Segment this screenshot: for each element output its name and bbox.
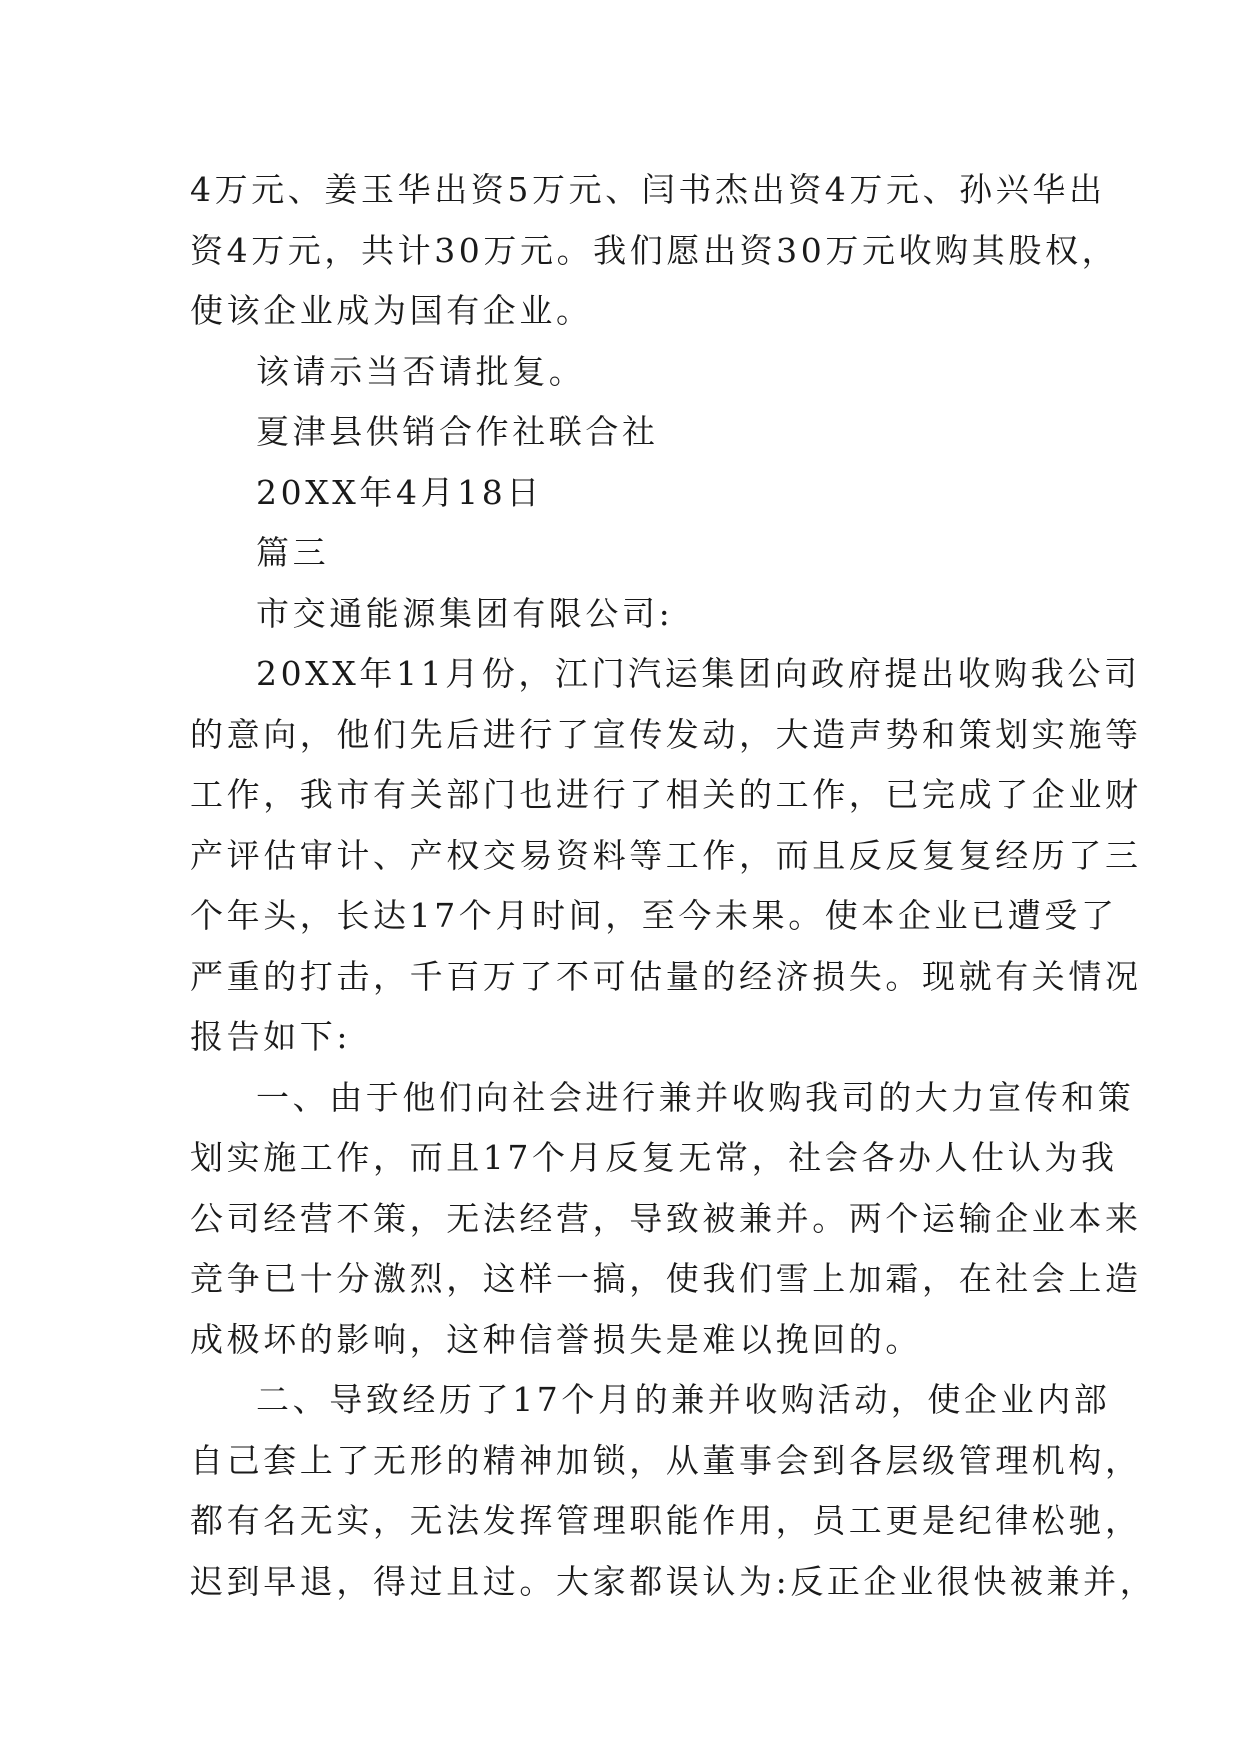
text-line: 一、由于他们向社会进行兼并收购我司的大力宣传和策 xyxy=(256,1077,1135,1117)
text-line: 产评估审计、产权交易资料等工作，而且反反复复经历了三 xyxy=(190,835,1142,875)
text-line: 的意向，他们先后进行了宣传发动，大造声势和策划实施等 xyxy=(190,714,1142,754)
text-line: 二、导致经历了17个月的兼并收购活动，使企业内部 xyxy=(256,1380,1111,1419)
text-line: 工作，我市有关部门也进行了相关的工作，已完成了企业财 xyxy=(190,775,1142,814)
text-line: 20XX年11月份，江门汽运集团向政府提出收购我公司 xyxy=(256,654,1141,693)
text-line: 迟到早退，得过且过。大家都误认为:反正企业很快被兼并， xyxy=(190,1561,1157,1601)
text-line: 资4万元，共计30万元。我们愿出资30万元收购其股权， xyxy=(190,230,1119,270)
text-line: 使该企业成为国有企业。 xyxy=(190,291,593,330)
text-line: 严重的打击，千百万了不可估量的经济损失。现就有关情况 xyxy=(190,956,1142,996)
text-line: 划实施工作，而且17个月反复无常，社会各办人仕认为我 xyxy=(190,1138,1118,1177)
text-line: 4万元、姜玉华出资5万元、闫书杰出资4万元、孙兴华出 xyxy=(190,170,1106,209)
text-line: 自己套上了无形的精神加锁，从董事会到各层级管理机构， xyxy=(190,1440,1142,1480)
text-line: 都有名无实，无法发挥管理职能作用，员工更是纪律松驰， xyxy=(190,1501,1142,1540)
salutation: 市交通能源集团有限公司: xyxy=(256,593,674,633)
text-line: 该请示当否请批复。 xyxy=(256,351,586,391)
section-heading: 篇三 xyxy=(256,533,330,572)
text-line: 公司经营不策，无法经营，导致被兼并。两个运输企业本来 xyxy=(190,1198,1142,1238)
text-line: 竞争已十分激烈，这样一搞，使我们雪上加霜，在社会上造 xyxy=(190,1259,1142,1298)
text-line: 个年头，长达17个月时间，至今未果。使本企业已遭受了 xyxy=(190,896,1118,935)
signature-organization: 夏津县供销合作社联合社 xyxy=(256,412,659,451)
text-line: 成极坏的影响，这种信誉损失是难以挽回的。 xyxy=(190,1319,922,1359)
text-line: 报告如下: xyxy=(190,1017,352,1056)
document-body xyxy=(190,160,1157,1612)
signature-date: 20XX年4月18日 xyxy=(256,472,543,512)
